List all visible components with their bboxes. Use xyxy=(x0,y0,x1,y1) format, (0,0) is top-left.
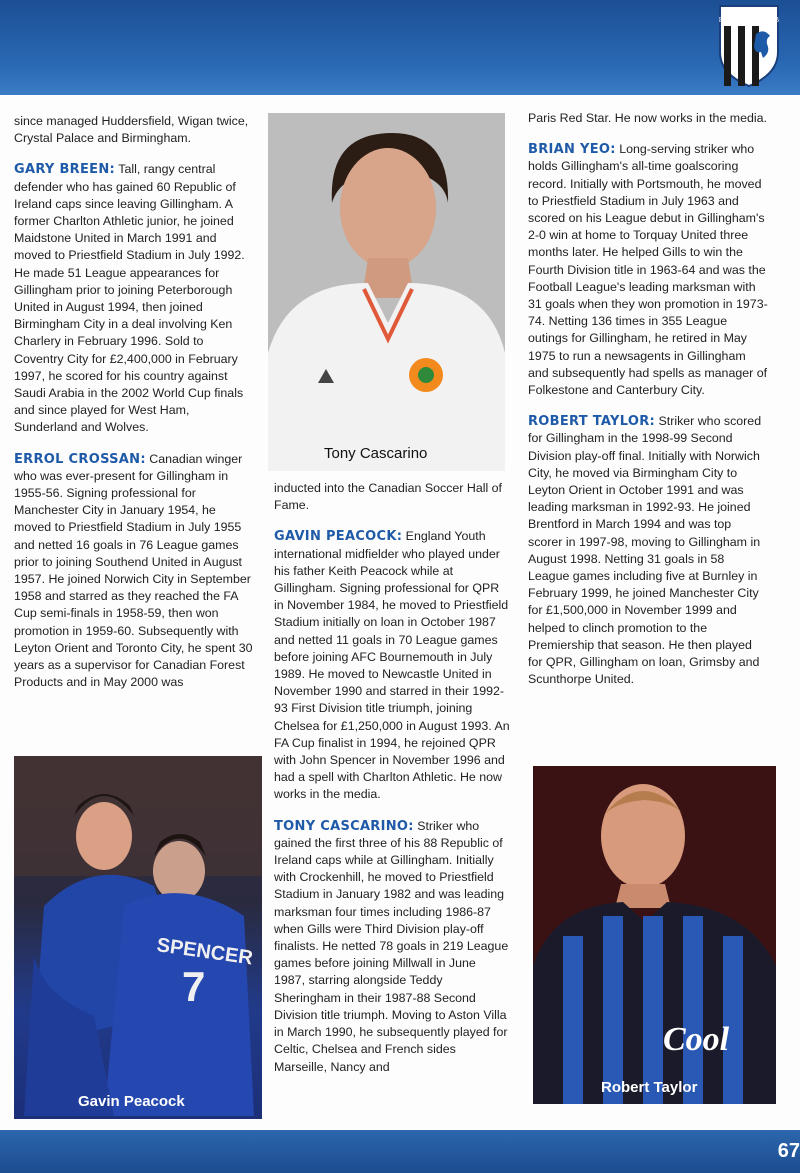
entry-text: England Youth international midfielder who played under his father Keith Peacock while at Gillingham. Signing professional for QPR in November 1984, he moved to Priestfield Stadium initially on loan in October 1987 and netted 11 goals in 70 League games before joining AFC Bournemouth in July 1989. He moved to Newcastle United in November 1990 and starred in their 1992-93 First Division title triumph, joining Chelsea for £1,250,000 in August 1993. An FA Cup finalist in 1994, he rejoined QPR with John Spencer in November 1996 and had a spell with Charlton Athletic. He now works in the media. xyxy=(274,529,510,802)
entry-text: Canadian winger who was ever-present for Gillingham in 1955-56. Signing professional for Manchester City in January 1954, he moved to Priestfield Stadium in July 1955 and netted 16 goals in 76 League games prior to joining Southend United in August 1957. He joined Norwich City in September 1958 and starred as they reached the FA Cup semi-finals in 1958-59, then won promotion in 1959-60. Subsequently with Leyton Orient and Toronto City, he spent 30 years as a supervisor for Canadian Forest Products and in May 2000 was xyxy=(14,451,253,690)
footer-band xyxy=(0,1130,800,1173)
photo-caption: Robert Taylor xyxy=(601,1079,698,1096)
entry-text: Striker who gained the first three of his 88 Republic of Ireland caps while at Gillingham. Initially with Crockenhill, he moved to Priestfield Stadium in January 1982 and was leading marksman four times including 1986-87 when Gills were Third Division play-off finalists. He netted 78 goals in 219 League games before joining Millwall in June 1987, starring alongside Teddy Sheringham in their 1987-88 Second Division title triumph. Moving to Aston Villa in March 1990, he subsequently played for Celtic, Chelsea and French sides Marseille, Nancy and xyxy=(274,818,509,1074)
entry-tony-cascarino xyxy=(274,818,510,1076)
entry-gary-breen xyxy=(14,161,254,436)
entry-text: Striker who scored for Gillingham in the 1998-99 Second Division play-off final. Initially with Norwich City, he moved via Birmingham City to Leyton Orient in October 1991 and was leading marksman in 1992-93. He joined Brentford in March 1994 and was top scorer in 1997-98, moving to Gillingham in August 1998. Netting 31 goals in 58 League games including five at Burnley in February 1999, he joined Manchester City for £1,500,000 in November 1999 and helped to clinch promotion to the Premiership that season. He then played for QPR, Gillingham on loan, Grimsby and Scunthorpe United. xyxy=(528,414,762,687)
photo-caption: Gavin Peacock xyxy=(78,1093,185,1110)
col3-continued: Paris Red Star. He now works in the media. xyxy=(528,111,767,125)
photo-caption: Tony Cascarino xyxy=(324,445,428,462)
club-crest xyxy=(716,4,782,88)
shirt-number: 7 xyxy=(182,963,206,1010)
entry-name: ERROL CROSSAN: xyxy=(14,451,146,467)
crest-text: GILLINGHAM FOOTBALL CLUB xyxy=(718,8,780,24)
page-number: 67 xyxy=(777,1140,800,1162)
photo-robert-taylor xyxy=(533,766,776,1104)
entry-text: Tall, rangy central defender who has gained 60 Republic of Ireland caps since leaving Gillingham. A former Charlton Athletic junior, he joined Maidstone United in March 1991 and moved to Priestfield Stadium in July 1992. He made 51 League appearances for Gillingham prior to joining Peterborough United in August 1994, then joined Birmingham City in a deal involving Ken Charlery in February 1996. Sold to Coventry City for £2,400,000 in February 1997, he scored for his country against Saudi Arabia in the 2002 World Cup finals and since played for West Ham, Sunderland and Wolves. xyxy=(14,162,245,435)
col1-intro: since managed Huddersfield, Wigan twice, Crystal Palace and Birmingham. xyxy=(14,114,249,146)
entry-name: BRIAN YEO: xyxy=(528,142,616,158)
column-2 xyxy=(274,480,510,1090)
entry-name: GARY BREEN: xyxy=(14,162,116,178)
col2-continued: inducted into the Canadian Soccer Hall of Fame. xyxy=(274,481,502,513)
entry-name: TONY CASCARINO: xyxy=(274,818,414,834)
column-3 xyxy=(528,110,768,703)
header-band xyxy=(0,0,800,95)
entry-errol-crossan xyxy=(14,451,254,692)
photo-tony-cascarino xyxy=(268,113,505,471)
sponsor-text: Cool xyxy=(663,1021,730,1058)
shirt-name: SPENCER xyxy=(155,934,255,970)
entry-text: Long-serving striker who holds Gillingham's all-time goalscoring record. Initially with Portsmouth, he moved to Priestfield Stadium in July 1963 and scored on his League debut in Gillingham's 2-0 win at home to Torquay United three months later. He helped Gills to win the Fourth Division title in 1963-64 and was the Football League's leading marksman with 31 goals when they won promotion in 1973-74. Netting 136 times in 355 League outings for Gillingham, he retired in May 1975 to run a newsagents in Gillingham and subsequently had spells as manager of Folkestone and Canterbury City. xyxy=(528,142,768,398)
photo-gavin-peacock xyxy=(14,756,262,1119)
entry-name: ROBERT TAYLOR: xyxy=(528,414,656,430)
entry-brian-yeo xyxy=(528,141,768,399)
column-1 xyxy=(14,113,254,706)
entry-robert-taylor xyxy=(528,413,768,688)
entry-gavin-peacock xyxy=(274,528,510,803)
entry-name: GAVIN PEACOCK: xyxy=(274,529,403,545)
